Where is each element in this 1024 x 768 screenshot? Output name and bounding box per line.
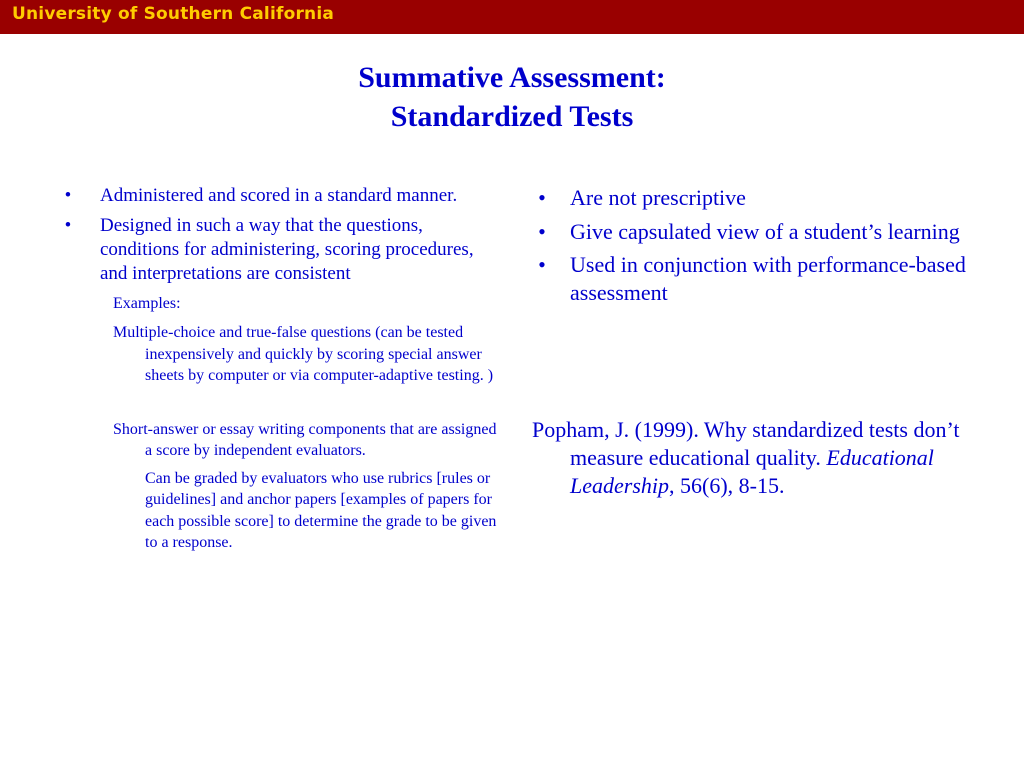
reference-citation — [532, 416, 972, 500]
bullet-icon: • — [64, 185, 72, 206]
title-line-1: Summative Assessment: — [358, 61, 666, 94]
spacer — [58, 387, 498, 419]
left-column — [58, 184, 498, 554]
bullet-text: Administered and scored in a standard manner. — [100, 185, 458, 206]
slide-title — [0, 58, 1024, 136]
list-item — [532, 251, 972, 306]
bullet-icon: • — [538, 185, 546, 210]
sub-item-continuation: Can be graded by evaluators who use rubrics [rules or guidelines] and anchor papers [examples of papers for each possible score] to determine the grade to be given to a response. — [145, 469, 497, 551]
bullet-text: Used in conjunction with performance-based assessment — [570, 252, 966, 305]
reference-details: , 56(6), 8-15. — [669, 473, 785, 498]
reference-text: Popham, J. (1999). Why standardized tests don’t measure educational quality. — [532, 417, 960, 470]
list-item — [58, 184, 498, 208]
sub-item-short-answer: Short-answer or essay writing components that are assigned a score by independent evaluators. — [113, 420, 497, 459]
right-column — [532, 184, 972, 312]
list-item — [58, 214, 498, 286]
bullet-text: Give capsulated view of a student’s learning — [570, 218, 960, 244]
sub-item-multiple-choice: Multiple-choice and true-false questions (can be tested inexpensively and quickly by scoring special answer sheets by computer or via computer-adaptive testing. ) — [113, 324, 494, 384]
examples-label: Examples: — [113, 295, 181, 312]
list-item — [532, 184, 972, 212]
bullet-icon: • — [538, 252, 546, 277]
list-item — [532, 218, 972, 246]
journal-name: Educational Leadership — [570, 445, 934, 498]
bullet-text: Designed in such a way that the questions, conditions for administering, scoring procedures, and interpretations are consistent — [100, 215, 474, 284]
bullet-icon: • — [64, 215, 72, 236]
bullet-text: Are not prescriptive — [570, 185, 746, 210]
header-banner — [0, 0, 1024, 34]
university-name: University of Southern California — [12, 4, 335, 24]
title-line-2: Standardized Tests — [390, 100, 634, 133]
bullet-icon: • — [538, 218, 546, 244]
